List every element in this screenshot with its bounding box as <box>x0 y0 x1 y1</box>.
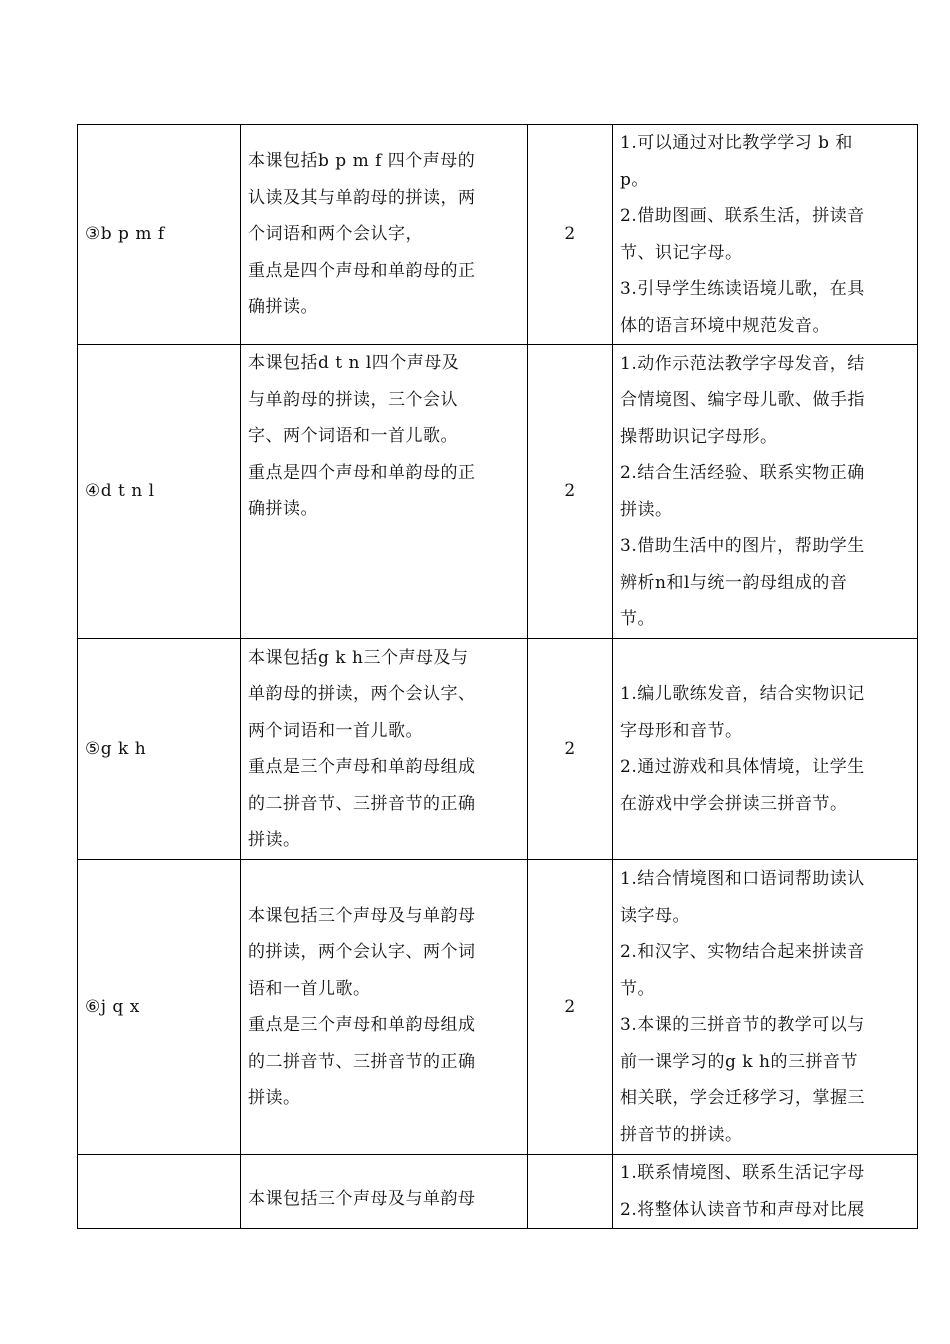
lesson-cell: ⑤g k h <box>78 639 241 860</box>
hours-cell <box>528 1155 613 1229</box>
lesson-cell <box>78 1155 241 1229</box>
content-cell: 本课包括三个声母及与单韵母 <box>241 1155 528 1229</box>
method-cell: 1.编儿歌练发音，结合实物识记 字母形和音节。 2.通过游戏和具体情境，让学生 在游戏中学会拼读三拼音节。 <box>613 639 918 860</box>
lesson-cell: ③b p m f <box>78 125 241 345</box>
table-row <box>78 345 918 639</box>
hours-cell: 2 <box>528 860 613 1155</box>
method-cell: 1.动作示范法教学字母发音，结 合情境图、编字母儿歌、做手指 操帮助识记字母形。 2.结合生活经验、联系实物正确 拼读。 3.借助生活中的图片，帮助学生 辨析n和l与统一韵母组成的音 节。 <box>613 345 918 639</box>
content-cell: 本课包括g k h三个声母及与 单韵母的拼读，两个会认字、 两个词语和一首儿歌。 重点是三个声母和单韵母组成 的二拼音节、三拼音节的正确 拼读。 <box>241 639 528 860</box>
table-row <box>78 860 918 1155</box>
method-cell: 1.结合情境图和口语词帮助读认 读字母。 2.和汉字、实物结合起来拼读音 节。 3.本课的三拼音节的教学可以与 前一课学习的g k h的三拼音节 相关联，学会迁移学习，掌握三 拼音节的拼读。 <box>613 860 918 1155</box>
content-cell: 本课包括d t n l四个声母及 与单韵母的拼读，三个会认 字、两个词语和一首儿歌。 重点是四个声母和单韵母的正 确拼读。 <box>241 345 528 639</box>
hours-cell: 2 <box>528 125 613 345</box>
table-row <box>78 639 918 860</box>
lesson-plan-table <box>77 124 918 1229</box>
lesson-cell: ④d t n l <box>78 345 241 639</box>
method-cell: 1.联系情境图、联系生活记字母 2.将整体认读音节和声母对比展 <box>613 1155 918 1229</box>
hours-cell: 2 <box>528 639 613 860</box>
content-cell: 本课包括三个声母及与单韵母 的拼读，两个会认字、两个词 语和一首儿歌。 重点是三个声母和单韵母组成 的二拼音节、三拼音节的正确 拼读。 <box>241 860 528 1155</box>
content-cell: 本课包括b p m f 四个声母的 认读及其与单韵母的拼读，两 个词语和两个会认字， 重点是四个声母和单韵母的正 确拼读。 <box>241 125 528 345</box>
table-row <box>78 1155 918 1229</box>
table-row <box>78 125 918 345</box>
method-cell: 1.可以通过对比教学学习 b 和 p。 2.借助图画、联系生活，拼读音 节、识记字母。 3.引导学生练读语境儿歌，在具 体的语言环境中规范发音。 <box>613 125 918 345</box>
hours-cell: 2 <box>528 345 613 639</box>
lesson-cell: ⑥j q x <box>78 860 241 1155</box>
